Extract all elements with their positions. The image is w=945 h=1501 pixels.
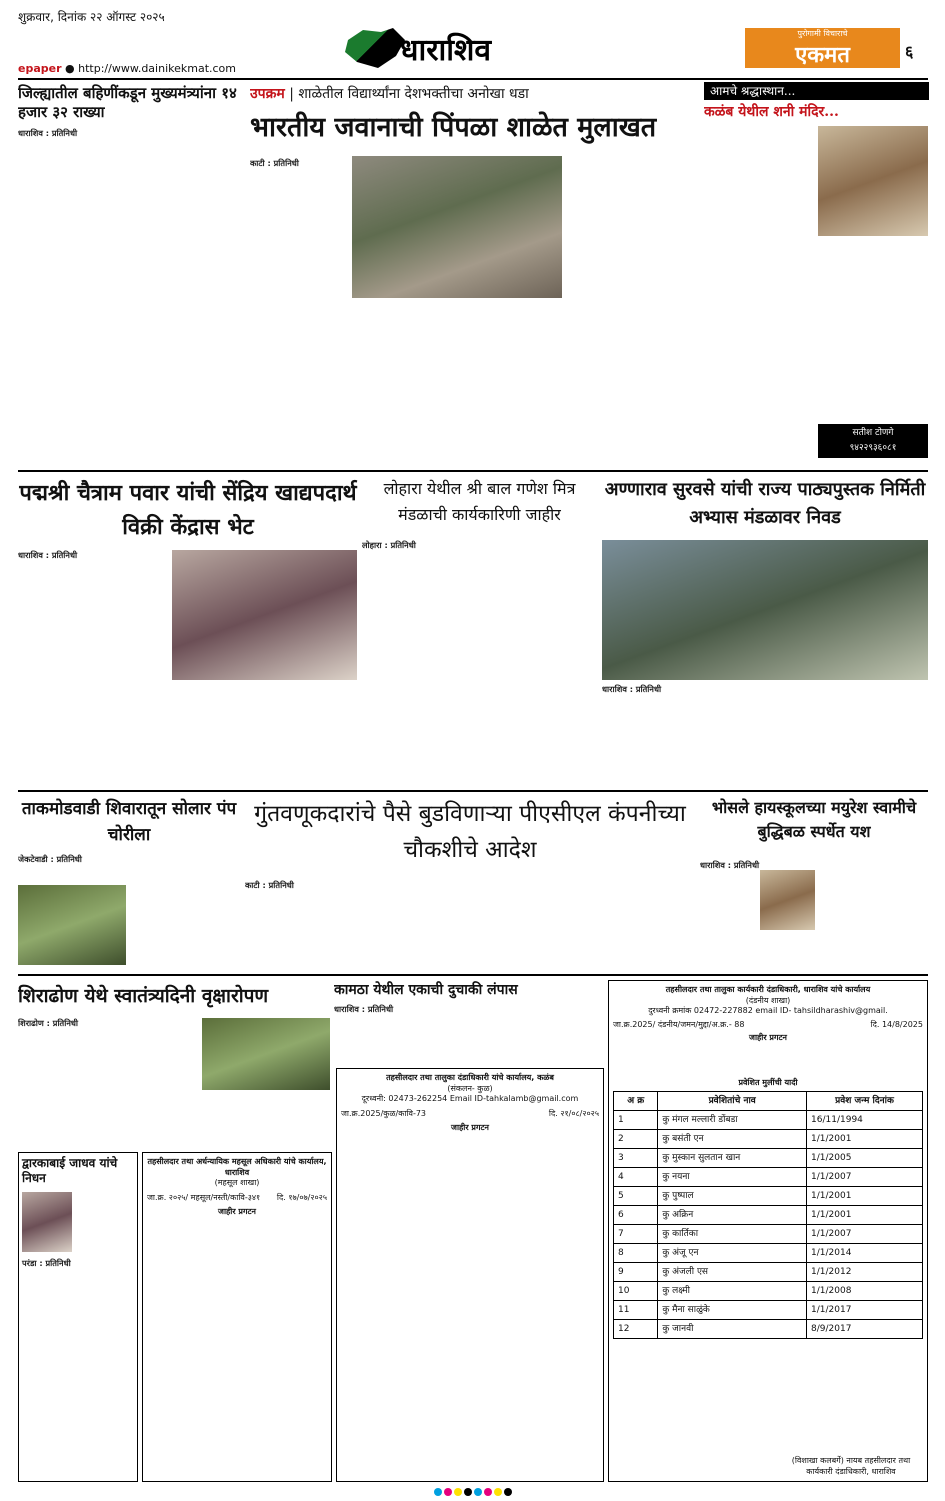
registration-dot: [434, 1488, 442, 1496]
epaper-label: epaper: [18, 62, 62, 75]
table-cell: 6: [614, 1206, 658, 1225]
table-cell: कु कार्तिका: [658, 1225, 807, 1244]
story10-body-col2: [202, 1094, 330, 1148]
notice-mid-date: दि. २१/०८/२०२५: [548, 1108, 599, 1118]
page-number: ६: [905, 42, 914, 61]
registration-dot: [464, 1488, 472, 1496]
story7-title: ताकमोडवाडी शिवारातून सोलार पंप चोरीला: [21, 799, 237, 845]
table-cell: 1/1/2007: [807, 1168, 923, 1187]
site-url: http://www.dainikekmat.com: [78, 62, 236, 75]
table-cell: 12: [614, 1320, 658, 1339]
story5-title: लोहारा येथील श्री बाल गणेश मित्र मंडळाची कार्यकारिणी जाहीर: [383, 479, 576, 524]
story2-body-col3: [460, 302, 564, 467]
table-cell: 1/1/2001: [807, 1130, 923, 1149]
table-cell: 1/1/2001: [807, 1206, 923, 1225]
notice-right-contact: दुरध्वनी क्रमांक 02472-227882 email ID- tahsildharashiv@gmail.: [648, 1006, 888, 1015]
story6-title: अण्णाराव सुरवसे यांची राज्य पाठ्यपुस्तक निर्मिती अभ्यास मंडळावर निवड: [604, 479, 926, 528]
story2-body: [250, 158, 348, 468]
story12-box: [18, 1152, 138, 1482]
table-header: प्रवेशितांचे नाव: [658, 1092, 807, 1111]
story10-title: शिराढोण येथे स्वातंत्र्यदिनी वृक्षारोपण: [18, 985, 269, 1007]
table-cell: 1/1/2017: [807, 1301, 923, 1320]
story8-body-col2: [398, 880, 548, 970]
notice-left-ref: जा.क्र. २०२५/ महसूल/नस्ती/कावि-३४१: [147, 1192, 261, 1202]
table-header: प्रवेश जन्म दिनांक: [807, 1092, 923, 1111]
table-cell: कु बसंती एन: [658, 1130, 807, 1149]
story2-byline: काटी : प्रतिनिधी: [250, 158, 299, 168]
table-cell: 1/1/2014: [807, 1244, 923, 1263]
notice-mid-contact: दूरध्वनी: 02473-262254 Email ID-tahkalamb@gmail.com: [361, 1094, 579, 1103]
registration-dot: [444, 1488, 452, 1496]
notice-right: [608, 980, 928, 1482]
ekmat-logo: [745, 28, 900, 68]
table-cell: 5: [614, 1187, 658, 1206]
section-rule-3: [18, 974, 928, 976]
table-cell: 3: [614, 1149, 658, 1168]
notice-right-office: तहसीलदार तथा तालुका कार्यकारी दंडाधिकारी, धाराशिव यांचे कार्यालय: [665, 985, 871, 994]
story5-byline: लोहारा : प्रतिनिधी: [362, 540, 416, 550]
story3-phone: ९४२२९३६०८१: [849, 443, 897, 453]
story12-body: [19, 1255, 137, 1272]
table-row: [614, 1244, 923, 1263]
notice-right-list-title: प्रवेशित मुलींची यादी: [738, 1077, 798, 1087]
column-head: आमचे श्रद्धास्थान...: [704, 82, 929, 100]
ekmat-name: एकमत: [795, 43, 850, 68]
story10-body: [18, 1018, 198, 1148]
story6-body: [602, 684, 708, 784]
story3-title: कळंब येथील शनी मंदिर...: [704, 104, 839, 120]
section-rule-2: [18, 790, 928, 792]
notice-mid-heading: जाहीर प्रगटन: [451, 1123, 489, 1132]
registration-dot: [484, 1488, 492, 1496]
registration-dot: [494, 1488, 502, 1496]
story12-byline: परंडा : प्रतिनिधी: [22, 1258, 71, 1268]
issue-date: शुक्रवार, दिनांक २२ ऑगस्ट २०२५: [18, 10, 165, 24]
story4-body: [18, 550, 168, 780]
story4-title: पद्मश्री चैत्राम पवार यांची सेंद्रिय खाद्यपदार्थ विक्री केंद्रास भेट: [19, 480, 357, 540]
globe-icon: ●: [65, 62, 75, 75]
notice-right-signature: (विशाखा कलबर्गे) नायब तहसीलदार तथा कार्यकारी दंडाधिकारी, धाराशिव: [791, 1456, 911, 1476]
story4-byline: धाराशिव : प्रतिनिधी: [18, 550, 78, 560]
notice-left-office: तहसीलदार तथा अर्धन्यायिक महसूल अधिकारी यांचे कार्यालय, धाराशिव: [147, 1157, 327, 1177]
table-cell: कु मंगल मल्लारी डोंबडा: [658, 1111, 807, 1130]
notice-left-branch: (महसूल शाखा): [214, 1178, 260, 1187]
table-row: [614, 1168, 923, 1187]
notice-mid-office: तहसीलदार तथा तालुका दंडाधिकारी यांचे कार्यालय, कळंब: [386, 1073, 554, 1082]
story1-body-col2: [132, 128, 242, 463]
table-row: [614, 1130, 923, 1149]
table-cell: 1/1/2001: [807, 1187, 923, 1206]
table-cell: कु लक्ष्मी: [658, 1282, 807, 1301]
story3-photo: [818, 126, 928, 236]
table-cell: कु अंजू एन: [658, 1244, 807, 1263]
epaper-url[interactable]: [18, 62, 236, 75]
story4-body-col3: [266, 684, 356, 784]
story8-body-col3: [551, 880, 696, 970]
table-cell: कु पुष्पाल: [658, 1187, 807, 1206]
story7-byline: जेकटेवाडी : प्रतिनिधी: [18, 854, 82, 864]
table-cell: 9: [614, 1263, 658, 1282]
story2-body-col2: [352, 302, 456, 467]
story10-byline: शिराढोण : प्रतिनिधी: [18, 1018, 79, 1028]
table-cell: 2: [614, 1130, 658, 1149]
table-row: [614, 1320, 923, 1339]
table-header: अ क्र: [614, 1092, 658, 1111]
table-cell: 1/1/2012: [807, 1263, 923, 1282]
table-cell: 10: [614, 1282, 658, 1301]
table-cell: कु जानवी: [658, 1320, 807, 1339]
color-registration-dots: [0, 1488, 945, 1500]
table-row: [614, 1301, 923, 1320]
story8-body: [245, 880, 395, 970]
story9-photo: [760, 870, 815, 930]
table-row: [614, 1111, 923, 1130]
table-cell: 1: [614, 1111, 658, 1130]
table-cell: 1/1/2005: [807, 1149, 923, 1168]
header-rule: [18, 78, 928, 80]
story11-body: [334, 1004, 604, 1064]
story12-title: द्वारकाबाई जाधव यांचे निधन: [22, 1156, 118, 1185]
notice-right-table: [613, 1091, 923, 1339]
table-row: [614, 1263, 923, 1282]
story6-body-col3: [822, 684, 928, 784]
ekmat-tagline: पुरोगामी विचाराचे: [797, 29, 848, 38]
story4-body-col2: [172, 684, 262, 784]
table-cell: कु अंजली एस: [658, 1263, 807, 1282]
story9-body-col2: [818, 860, 928, 970]
story6-body-col2: [712, 684, 818, 784]
story12-photo: [22, 1192, 72, 1252]
story1-body: [18, 128, 128, 463]
table-row: [614, 1225, 923, 1244]
story4-photo: [172, 550, 357, 680]
story1-title: जिल्ह्यातील बहिणींकडून मुख्यमंत्र्यांना १४ हजार ३२ राख्या: [18, 84, 237, 121]
table-cell: 4: [614, 1168, 658, 1187]
story3-author-box: [818, 424, 928, 458]
story3-body-col2: [818, 240, 928, 420]
table-row: [614, 1149, 923, 1168]
masthead-title: धाराशिव: [400, 33, 492, 68]
notice-right-date: दि. 14/8/2025: [870, 1019, 923, 1029]
story5-body: [362, 540, 597, 785]
notice-mid-branch: (संकलन- कुळ): [447, 1083, 493, 1093]
story3-author: सतीश टोणगे: [852, 428, 894, 438]
story10-photo: [202, 1018, 330, 1090]
table-cell: 11: [614, 1301, 658, 1320]
table-cell: कु मुस्कान सुलतान खान: [658, 1149, 807, 1168]
notice-right-heading: जाहीर प्रगटन: [749, 1033, 787, 1042]
notice-right-branch: (दंडनीय शाखा): [745, 995, 791, 1005]
story9-title: भोसले हायस्कूलच्या मयुरेश स्वामीचे बुद्धिबळ स्पर्धेत यश: [711, 798, 917, 841]
table-row: [614, 1282, 923, 1301]
story2-photo: [352, 156, 562, 298]
story2-kicker-line: उपक्रम | शाळेतील विद्यार्थ्यांना देशभक्तीचा अनोखा धडा: [250, 86, 529, 102]
table-cell: 8/9/2017: [807, 1320, 923, 1339]
story8-byline: काटी : प्रतिनिधी: [245, 880, 294, 890]
masthead-logo: [345, 28, 545, 72]
notice-mid: [336, 1068, 604, 1482]
story7-photo: [18, 885, 126, 965]
table-cell: कु मैना साळुंके: [658, 1301, 807, 1320]
notice-left: [142, 1152, 332, 1482]
table-cell: 1/1/2007: [807, 1225, 923, 1244]
registration-dot: [454, 1488, 462, 1496]
story2-title: भारतीय जवानाची पिंपळा शाळेत मुलाखत: [250, 112, 657, 143]
table-cell: 8: [614, 1244, 658, 1263]
story2-body-col4: [568, 156, 698, 468]
story3-body: [704, 126, 814, 456]
story9-byline: धाराशिव : प्रतिनिधी: [700, 860, 760, 870]
notice-right-ref: जा.क्र.2025/ दंडनीय/जमन/मुद्दा/अ.क्र.- 88: [613, 1019, 745, 1029]
story11-byline: धाराशिव : प्रतिनिधी: [334, 1004, 394, 1014]
section-rule-1: [18, 470, 928, 472]
story1-byline: धाराशिव : प्रतिनिधी: [18, 128, 78, 138]
notice-mid-ref: जा.क्र.2025/कुळ/कावि-73: [341, 1108, 427, 1118]
table-cell: 7: [614, 1225, 658, 1244]
notice-left-date: दि. १७/०७/२०२५: [276, 1192, 327, 1202]
table-row: [614, 1187, 923, 1206]
registration-dot: [504, 1488, 512, 1496]
registration-dot: [474, 1488, 482, 1496]
story2-kicker-sub: शाळेतील विद्यार्थ्यांना देशभक्तीचा अनोखा धडा: [298, 86, 529, 102]
table-cell: कु नयना: [658, 1168, 807, 1187]
table-row: [614, 1206, 923, 1225]
notice-left-heading: जाहीर प्रगटन: [218, 1207, 256, 1216]
story2-kicker: उपक्रम: [250, 86, 285, 102]
story6-byline: धाराशिव : प्रतिनिधी: [602, 684, 662, 694]
table-cell: कु अक्रिन: [658, 1206, 807, 1225]
story11-title: कामठा येथील एकाची दुचाकी लंपास: [334, 982, 518, 998]
story8-title: गुंतवणूकदारांचे पैसे बुडविणाऱ्या पीएसीएल कंपनीच्या चौकशीचे आदेश: [254, 801, 686, 863]
table-cell: 1/1/2008: [807, 1282, 923, 1301]
district-map-icon: [345, 28, 405, 68]
story6-photo: [602, 540, 928, 680]
table-cell: 16/11/1994: [807, 1111, 923, 1130]
